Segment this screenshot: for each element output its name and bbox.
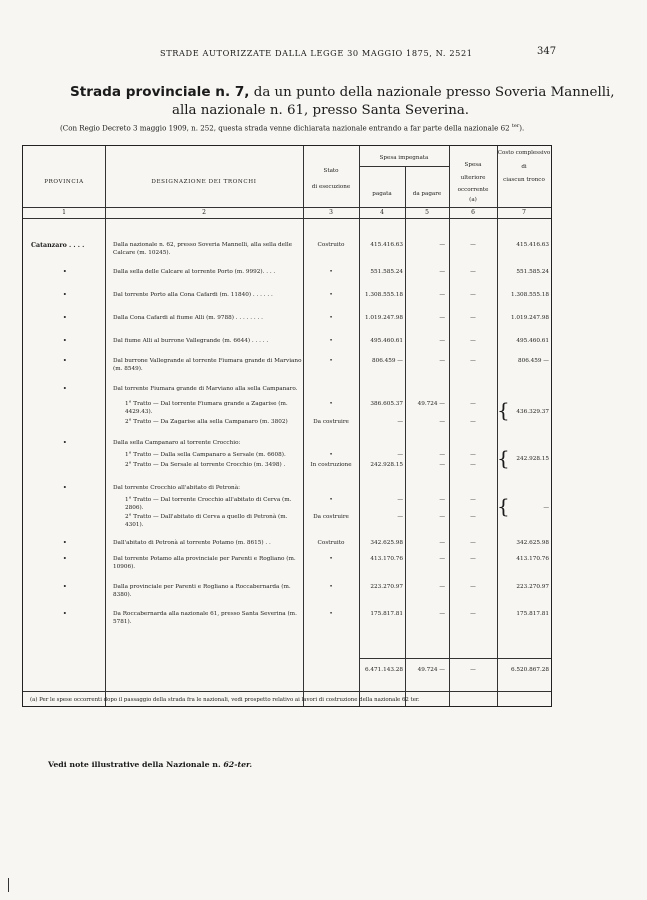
pagata-cell: 1.308.555.18: [365, 292, 403, 298]
costo-cell: —: [543, 505, 549, 511]
designazione-cell: Dal fiume Alli al burrone Vallegrande (m. 6644) . . . . .: [113, 338, 269, 344]
stato-cell: Costruito: [317, 540, 345, 546]
header-rule: [23, 218, 551, 219]
header-stato-1: Stato: [323, 168, 339, 174]
closing-text: Vedi note illustrative della Nazionale n.: [48, 760, 221, 769]
da-pagare-cell: —: [439, 315, 445, 321]
ulteriore-cell: —: [470, 269, 476, 275]
provincia-cell: •: [63, 584, 67, 590]
header-stato: [303, 168, 359, 191]
pagata-cell: 342.625.98: [370, 540, 403, 546]
pagata-cell: 551.585.24: [370, 269, 403, 275]
costo-cell: 806.459 —: [517, 358, 549, 364]
provincia-cell: •: [63, 338, 67, 344]
header-pagata: pagata: [372, 191, 392, 197]
stato-cell: In costruzione: [310, 462, 352, 468]
total-ulteriore: —: [470, 667, 476, 673]
road-name: Strada provinciale n. 7,: [70, 84, 250, 100]
stato-cell: •: [329, 452, 333, 458]
header-ulteriore-3: occorrente: [457, 187, 489, 194]
header-costo-3: ciascun tronco: [503, 177, 545, 184]
costo-cell: 413.170.76: [516, 556, 549, 562]
stato-cell: •: [329, 556, 333, 562]
header-provincia: PROVINCIA: [44, 179, 84, 185]
tratto-cell: 2° Tratto — Da Zagarise alla sella Campanaro (m. 3802): [125, 419, 288, 425]
stato-cell: Da costruire: [313, 419, 349, 425]
title-line-1: [70, 84, 615, 100]
col-divider: [105, 146, 106, 706]
designazione-cell: Dal torrente Fiumara grande di Marviano alla sella Campanaro.: [113, 386, 298, 392]
decree-end: ).: [519, 123, 525, 133]
costo-cell: 175.817.81: [516, 611, 549, 617]
stato-cell: •: [329, 584, 333, 590]
column-number: 7: [522, 209, 526, 216]
pagata-cell: 223.270.97: [370, 584, 403, 590]
designazione-cell: Dalla sella delle Calcare al torrente Porto (m. 9992). . . .: [113, 269, 276, 275]
designazione-cell: Dal torrente Potamo alla provinciale per Parenti e Rogliano (m. 10906).: [113, 556, 296, 570]
ulteriore-cell: —: [470, 401, 476, 407]
tratto-cell: 1° Tratto — Dal torrente Crocchio all'abitato di Cerva (m. 2806).: [125, 497, 292, 511]
column-number: 2: [202, 209, 206, 216]
da-pagare-cell: —: [439, 611, 445, 617]
total-pagata: 6.471.143.28: [365, 667, 403, 673]
margin-mark: [8, 878, 9, 892]
expenditure-table: [22, 145, 552, 707]
stato-cell: •: [329, 338, 333, 344]
stato-cell: Costruito: [317, 242, 345, 248]
header-spesa-impegnata: Spesa impegnata: [379, 155, 429, 161]
da-pagare-cell: —: [439, 269, 445, 275]
header-spesa-ulteriore: [449, 162, 497, 204]
da-pagare-cell: —: [439, 540, 445, 546]
designazione-cell: Da Roccabernarda alla nazionale 61, presso Santa Severina (m. 5781).: [113, 611, 297, 625]
running-head: STRADE AUTORIZZATE DALLA LEGGE 30 MAGGIO 1875, N. 2521: [160, 48, 473, 58]
da-pagare-cell: —: [439, 358, 445, 364]
pagata-cell: 415.416.63: [370, 242, 403, 248]
pagata-cell: 386.605.37: [370, 401, 403, 407]
costo-cell: 436.329.37: [516, 409, 549, 415]
da-pagare-cell: —: [439, 419, 445, 425]
da-pagare-cell: 49.724 —: [417, 401, 445, 407]
provincia-cell: •: [63, 540, 67, 546]
costo-cell: 223.270.97: [516, 584, 549, 590]
pagata-cell: —: [397, 497, 403, 503]
tratto-cell: 2° Tratto — Da Sersale al torrente Crocchio (m. 3498) .: [125, 462, 286, 468]
designazione-cell: Dal torrente Crocchio all'abitato di Petronà:: [113, 485, 241, 491]
header-ulteriore-4: (a): [469, 196, 477, 203]
stato-cell: Da costruire: [313, 514, 349, 520]
ulteriore-cell: —: [470, 497, 476, 503]
provincia-cell: •: [63, 358, 67, 364]
provincia-cell: •: [63, 386, 67, 392]
ulteriore-cell: —: [470, 358, 476, 364]
da-pagare-cell: —: [439, 556, 445, 562]
ulteriore-cell: —: [470, 242, 476, 248]
ulteriore-cell: —: [470, 514, 476, 520]
closing-italic: 62-ter.: [223, 760, 253, 769]
tratto-cell: 1° Tratto — Dalla sella Campanaro a Sersale (m. 6608).: [125, 452, 286, 458]
ulteriore-cell: —: [470, 462, 476, 468]
column-number: 1: [62, 209, 66, 216]
provincia-cell: Catanzaro . . . .: [31, 242, 85, 249]
designazione-cell: Dall'abitato di Petronà al torrente Potamo (m. 8615) . .: [113, 540, 271, 546]
da-pagare-cell: —: [439, 292, 445, 298]
ulteriore-cell: —: [470, 611, 476, 617]
header-ulteriore-1: Spesa: [464, 162, 482, 168]
pagata-cell: —: [397, 452, 403, 458]
da-pagare-cell: —: [439, 452, 445, 458]
ulteriore-cell: —: [470, 315, 476, 321]
totals-rule: [359, 658, 551, 659]
pagata-cell: 242.928.15: [370, 462, 403, 468]
header-designazione: DESIGNAZIONE DEI TRONCHI: [151, 179, 257, 185]
provincia-cell: •: [63, 556, 67, 562]
da-pagare-cell: —: [439, 497, 445, 503]
da-pagare-cell: —: [439, 584, 445, 590]
provincia-cell: •: [63, 292, 67, 298]
header-rule: [359, 166, 449, 167]
header-rule: [23, 207, 551, 208]
provincia-cell: •: [63, 269, 67, 275]
pagata-cell: —: [397, 419, 403, 425]
tratto-cell: 1° Tratto — Dal torrente Fiumara grande a Zagarise (m. 4429.43).: [125, 401, 288, 415]
da-pagare-cell: —: [439, 462, 445, 468]
da-pagare-cell: —: [439, 514, 445, 520]
pagata-cell: 175.817.81: [370, 611, 403, 617]
ulteriore-cell: —: [470, 556, 476, 562]
pagata-cell: —: [397, 514, 403, 520]
costo-cell: 415.416.63: [516, 242, 549, 248]
provincia-cell: •: [63, 440, 67, 446]
ulteriore-cell: —: [470, 540, 476, 546]
pagata-cell: 495.460.61: [370, 338, 403, 344]
decree-note: [60, 123, 600, 132]
column-number: 6: [471, 209, 475, 216]
header-costo: [497, 150, 551, 185]
stato-cell: •: [329, 315, 333, 321]
designazione-cell: Dal torrente Porto alla Cona Cafardi (m. 11840) . . . . . .: [113, 292, 273, 298]
ulteriore-cell: —: [470, 292, 476, 298]
closing-note: [48, 760, 252, 769]
brace: {: [497, 446, 510, 470]
costo-cell: 1.308.555.18: [511, 292, 549, 298]
stato-cell: •: [329, 497, 333, 503]
designazione-cell: Dalla nazionale n. 62, presso Soveria Mannelli, alla sella delle Calcare (m. 10245).: [113, 242, 293, 256]
provincia-cell: •: [63, 611, 67, 617]
brace: {: [497, 494, 510, 518]
pagata-cell: 806.459 —: [371, 358, 403, 364]
decree-text: (Con Regio Decreto 3 maggio 1909, n. 252, questa strada venne dichiarata nazionale entrando a far parte della nazionale 62: [60, 123, 510, 133]
stato-cell: •: [329, 611, 333, 617]
ulteriore-cell: —: [470, 338, 476, 344]
da-pagare-cell: —: [439, 242, 445, 248]
costo-cell: 551.585.24: [516, 269, 549, 275]
column-number: 5: [425, 209, 429, 216]
decree-sup: ter: [511, 123, 520, 129]
stato-cell: •: [329, 269, 333, 275]
header-stato-2: di esecuzione: [311, 183, 351, 190]
header-costo-1: Costo complessivo: [497, 150, 551, 156]
column-number: 4: [380, 209, 384, 216]
header-da-pagare: da pagare: [412, 191, 442, 197]
tratto-cell: 2° Tratto — Dall'abitato di Cerva a quello di Petronà (m. 4301).: [125, 514, 288, 528]
stato-cell: •: [329, 358, 333, 364]
title-line-2: alla nazionale n. 61, presso Santa Severina.: [172, 103, 470, 118]
ulteriore-cell: —: [470, 452, 476, 458]
provincia-cell: •: [63, 485, 67, 491]
costo-cell: 1.019.247.98: [511, 315, 549, 321]
costo-cell: 242.928.15: [516, 456, 549, 462]
pagata-cell: 1.019.247.98: [365, 315, 403, 321]
stato-cell: •: [329, 292, 333, 298]
costo-cell: 342.625.98: [516, 540, 549, 546]
provincia-cell: •: [63, 315, 67, 321]
designazione-cell: Dal burrone Vallegrande al torrente Fiumara grande di Marviano (m. 8549).: [113, 358, 302, 372]
column-number: 3: [329, 209, 333, 216]
header-ulteriore-2: ulteriore: [460, 174, 486, 181]
designazione-cell: Dalla provinciale per Parenti e Rogliano a Roccabernarda (m. 8380).: [113, 584, 291, 598]
table-bottom-rule: [23, 691, 551, 692]
footnote: (a) Per le spese occorrenti dopo il passaggio della strada fra le nazionali, vedi prospetto relativo ai lavori di costruzione della nazionale 62 ter.: [30, 697, 420, 703]
ulteriore-cell: —: [470, 584, 476, 590]
col-divider: [405, 166, 406, 706]
col-divider: [497, 146, 498, 706]
ulteriore-cell: —: [470, 419, 476, 425]
title-line-1-rest: da un punto della nazionale presso Soveria Mannelli,: [253, 85, 615, 100]
stato-cell: •: [329, 401, 333, 407]
total-costo: 6.520.867.28: [511, 667, 549, 673]
costo-cell: 495.460.61: [516, 338, 549, 344]
header-costo-2: di: [521, 163, 527, 170]
pagata-cell: 413.170.76: [370, 556, 403, 562]
designazione-cell: Dalla Cona Cafardi al fiume Alli (m. 9788) . . . . . . . .: [113, 315, 263, 321]
total-da-pagare: 49.724 —: [417, 667, 445, 673]
designazione-cell: Dalla sella Campanaro al torrente Crocchio:: [113, 440, 241, 446]
da-pagare-cell: —: [439, 338, 445, 344]
brace: {: [497, 398, 510, 422]
page-number: 347: [537, 46, 557, 57]
